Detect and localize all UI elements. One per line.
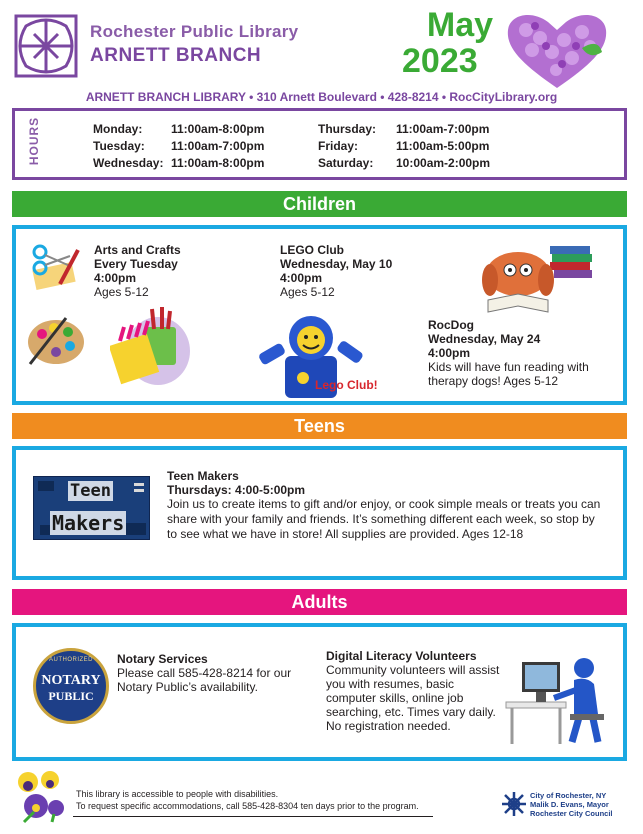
event-lego-club: LEGO Club Wednesday, May 10 4:00pm Ages 5-12 — [280, 243, 393, 299]
hours-row: Friday: 11:00am-5:00pm — [318, 139, 490, 153]
crayons-icon — [110, 305, 190, 387]
computer-user-icon — [500, 650, 610, 746]
hours-row: Saturday: 10:00am-2:00pm — [318, 156, 491, 170]
teens-banner: Teens — [12, 413, 627, 439]
library-name: Rochester Public Library — [90, 22, 299, 41]
hours-row: Wednesday: 11:00am-8:00pm — [93, 156, 265, 170]
event-digital-literacy: Digital Literacy Volunteers Community volunteers will assist you with resumes, basic computer skills, online job searching, etc. Times vary daily. No registration needed. — [326, 649, 500, 733]
reading-dog-icon — [478, 240, 598, 316]
children-banner: Children — [12, 191, 627, 217]
seal-top-text: AUTHORIZED — [49, 657, 93, 663]
lego-caption: Lego Club! — [315, 378, 378, 392]
month-title: May — [426, 6, 494, 44]
teen-image-text: Teen — [70, 481, 111, 501]
hours-row: Monday: 11:00am-8:00pm — [93, 122, 265, 136]
branch-name: ARNETT BRANCH — [90, 45, 262, 66]
event-teen-makers: Teen Makers Thursdays: 4:00-5:00pm Join us to create items to gift and/or enjoy, or cook simple meals or treats you can share with your family and friends. It’s something different each week, so stop by to see what we have in store! All supplies are provided. Ages 12-18 — [167, 469, 601, 541]
hours-label: HOURS — [27, 116, 41, 166]
footer-divider — [73, 816, 433, 817]
scissors-brush-icon — [30, 244, 82, 290]
adults-banner: Adults — [12, 589, 627, 615]
library-logo-icon — [12, 12, 80, 80]
year-title: 2023 — [402, 42, 478, 80]
accessibility-notice: This library is accessible to people with disabilities. To request specific accommodations, call 585-428-8304 ten days prior to the program. — [76, 789, 419, 811]
address-line: ARNETT BRANCH LIBRARY • 310 Arnett Boulevard • 428-8214 • RocCityLibrary.org — [85, 90, 558, 104]
event-arts-crafts: Arts and Crafts Every Tuesday 4:00pm Ages 5-12 — [94, 243, 181, 299]
event-rocdog: RocDog Wednesday, May 24 4:00pm Kids will have fun reading with therapy dogs! Ages 5-12 — [428, 318, 589, 388]
lilac-heart-icon — [502, 8, 612, 92]
makers-image-text: Makers — [52, 511, 125, 535]
pansy-flowers-icon — [14, 768, 66, 824]
paint-palette-icon — [26, 312, 86, 368]
notary-seal-image — [33, 648, 109, 724]
hours-right-column — [318, 121, 490, 172]
seal-notary-text: NOTARY — [41, 673, 101, 688]
hours-left-column — [93, 121, 264, 172]
seal-public-text: PUBLIC — [48, 689, 94, 703]
event-notary: Notary Services Please call 585-428-8214 for our Notary Public’s availability. — [117, 652, 292, 694]
hours-row: Tuesday: 11:00am-7:00pm — [93, 139, 265, 153]
teen-makers-image — [33, 476, 150, 540]
hours-row: Thursday: 11:00am-7:00pm — [318, 122, 490, 136]
city-logo-icon — [500, 790, 528, 818]
city-of-rochester-credit: City of Rochester, NY Malik D. Evans, Mayor Rochester City Council — [530, 791, 613, 818]
